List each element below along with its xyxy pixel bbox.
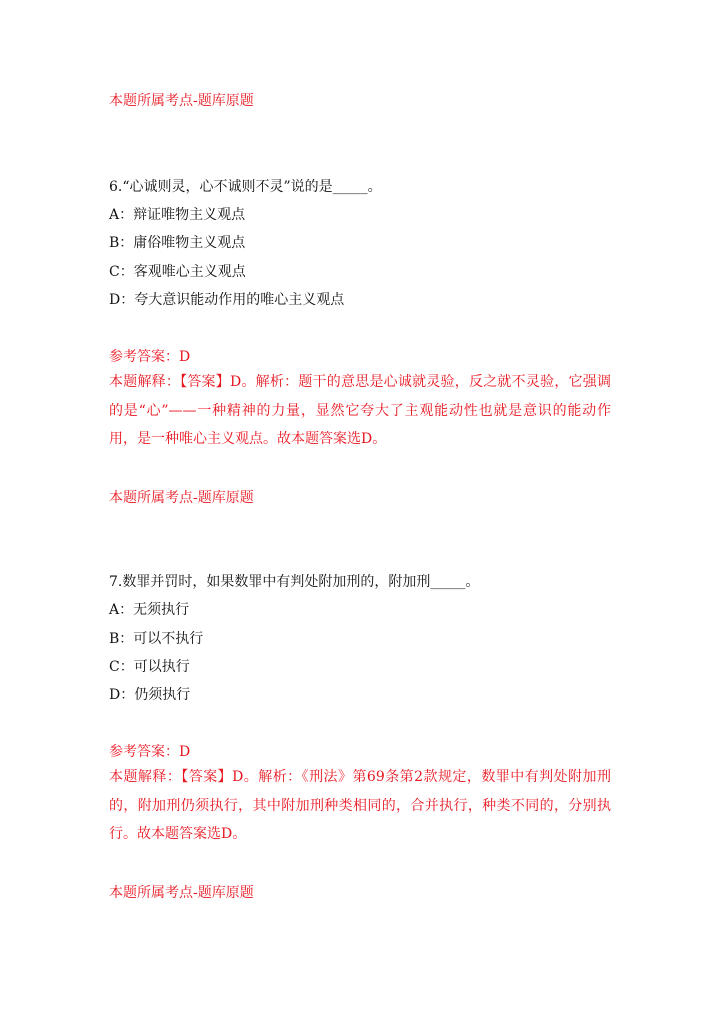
- question-7-option-b: B：可以不执行: [109, 631, 204, 647]
- question-6-option-b: B：庸俗唯物主义观点: [109, 235, 246, 251]
- question-6-source: 本题所属考点-题库原题: [109, 490, 254, 506]
- question-7-answer: 参考答案：D: [109, 744, 191, 760]
- question-7-option-d: D：仍须执行: [109, 687, 191, 703]
- source-label-top: 本题所属考点-题库原题: [109, 93, 254, 109]
- question-6-answer: 参考答案：D: [109, 349, 191, 365]
- question-7-option-c: C：可以执行: [109, 659, 190, 675]
- question-6-explanation: 本题解释：【答案】D。解析：题干的意思是心诚就灵验，反之就不灵验，它强调的是“心”——一种精神的力量，显然它夸大了主观能动性也就是意识的能动作用，是一种唯心主义观点。故本题答案选D。: [109, 374, 611, 447]
- question-7-option-a: A：无须执行: [109, 602, 190, 618]
- question-7-explanation: 本题解释：【答案】D。解析：《刑法》第69条第2款规定，数罪中有判处附加刑的，附加刑仍须执行，其中附加刑种类相同的，合并执行，种类不同的，分别执行。故本题答案选D。: [109, 769, 611, 842]
- question-7-stem: 7.数罪并罚时，如果数罪中有判处附加刑的，附加刑_____。: [109, 574, 480, 590]
- question-6-option-a: A：辩证唯物主义观点: [109, 207, 246, 223]
- question-6-option-c: C：客观唯心主义观点: [109, 264, 246, 280]
- question-6-stem: 6.“心诚则灵，心不诚则不灵”说的是_____。: [109, 179, 382, 195]
- question-7-source: 本题所属考点-题库原题: [109, 885, 254, 901]
- question-6-option-d: D：夸大意识能动作用的唯心主义观点: [109, 292, 345, 308]
